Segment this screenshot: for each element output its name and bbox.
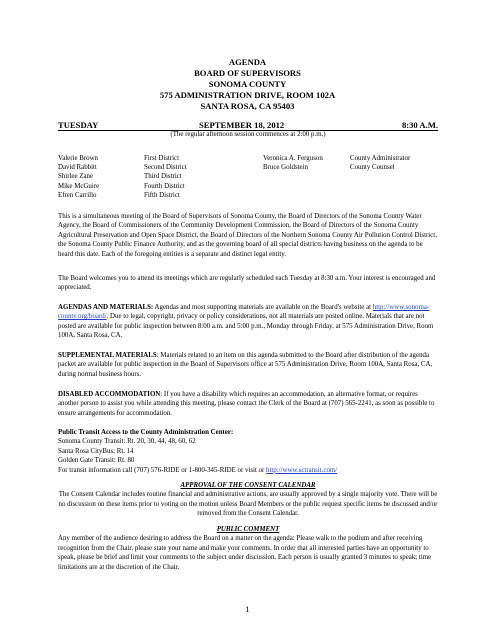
header-agenda: AGENDA	[228, 57, 267, 67]
supervisor-districts	[144, 154, 187, 200]
transit-line: Golden Gate Transit: Rt. 80	[58, 457, 135, 465]
header-county: SONOMA COUNTY	[208, 79, 287, 89]
public-comment-text: Any member of the audience desiring to address the Board on a matter on the agenda: Please walk to the podium and after receiving recognition from the Chair, please state your name and make your comments. In order that all interested parties have an opportunity to speak, please be brief and limit your comments to the subject under discussion. Each person is usually granted 3 minutes to speak; time limitations are at the discretion of the Chair.	[58, 535, 432, 571]
transit-label: Public Transit Access to the County Administration Center:	[58, 429, 234, 436]
meeting-date: SEPTEMBER 18, 2012	[199, 120, 285, 130]
officer-name: Bruce Goldstein	[263, 164, 308, 172]
welcome-paragraph: The Board welcomes you to attend its meetings which are regularly scheduled each Tuesday at 8:30 a.m. Your interest is encouraged and appreciated.	[58, 275, 436, 292]
supervisor-name: Efren Carrillo	[58, 191, 97, 199]
supervisor-district: First District	[144, 155, 180, 162]
page-number: 1	[245, 604, 250, 614]
consent-title: APPROVAL OF THE CONSENT CALENDAR	[180, 482, 316, 489]
supervisor-name: Valerie Brown	[58, 155, 98, 162]
meeting-time: 8:30 A.M.	[401, 120, 438, 130]
session-note: (The regular afternoon session commences at 2:00 p.m.)	[170, 131, 326, 138]
supervisor-district: Fifth District	[144, 191, 180, 199]
supervisor-name: Mike McGuire	[58, 182, 100, 190]
disabled-text: : If you have a disability which requires an accommodation, an alternative format, or requires another person to assist you while attending this meeting, please contact the Clerk of the Board at (707) 565-2241, as soon as possible to ensure arrangements for accommodation.	[58, 391, 435, 417]
supplemental-label: SUPPLEMENTAL MATERIALS	[58, 352, 157, 359]
officer-title: County Administrator	[350, 155, 411, 162]
supervisor-name: Shirlee Zane	[58, 173, 94, 181]
agenda-materials-text-cont: . Due to legal, copyright, privacy or policy considerations, not all materials are posted online. Materials that are not posted are available for public inspection between 8:00 a.m. and 5:00 p.m., Monday through Friday, at 575 Administration Drive, Room 100A, Santa Rosa, CA.	[58, 313, 434, 340]
officer-name: Veronica A. Ferguson	[263, 155, 323, 162]
transit-section	[58, 428, 438, 475]
board-website-link[interactable]: http://www.sonoma-county.org/board/	[58, 304, 430, 321]
disabled-label: DISABLED ACCOMMODATION	[58, 391, 161, 398]
supplemental-text: : Materials related to an item on this agenda submitted to the Board after distribution of the agenda packet are available for public inspection in the Board of Supervisors office at 575 Administration Drive, Room 100A, Santa Rosa, CA, during normal business hours.	[58, 352, 433, 378]
transit-website-link[interactable]: http://www.sctransit.com/	[266, 466, 338, 474]
consent-text: The Consent Calendar includes routine financial and administrative actions, are usually approved by a single majority vote. There will be no discussion on these items prior to voting on the motion unless Board Members or the public request specific items be discussed and/or removed from the Consent Calendar.	[58, 491, 438, 518]
supervisor-district: Third District	[144, 173, 182, 181]
officer-title: County Counsel	[350, 164, 395, 172]
transit-info-line: For transit information call (707) 576-RIDE or 1-800-345-RIDE or visit or http://www.sctransit.com/	[58, 466, 338, 474]
public-comment-section	[58, 525, 438, 572]
disabled-paragraph	[58, 390, 438, 418]
officer-titles	[350, 154, 410, 172]
header-city: SANTA ROSA, CA 95403	[200, 101, 295, 111]
supervisor-district: Fourth District	[144, 182, 185, 190]
transit-line: Santa Rosa CityBus: Rt. 14	[58, 447, 134, 455]
supervisor-district: Second District	[144, 164, 187, 172]
agenda-materials-text: Agendas and most supporting materials are available on the Board's website at	[153, 304, 373, 311]
header-address: 575 ADMINISTRATION DRIVE, ROOM 102A	[159, 90, 336, 100]
public-comment-title: PUBLIC COMMENT	[216, 526, 280, 533]
header-board: BOARD OF SUPERVISORS	[194, 68, 301, 78]
transit-line: Sonoma County Transit: Rt. 20, 30, 44, 48, 60, 62	[58, 438, 196, 446]
supervisor-names	[58, 154, 99, 200]
meeting-day: TUESDAY	[58, 120, 99, 130]
officer-names	[263, 154, 323, 172]
consent-section	[58, 481, 438, 519]
intro-paragraph: This is a simultaneous meeting of the Board of Supervisors of Sonoma County, the Board of Directors of the Sonoma County Water Agency, the Board of Commissioners of the Community Development Commission, the Board of Directors of the Sonoma County Agricultural Preservation and Open Space District, the Board of Directors of the Northern Sonoma County Air Pollution Control District, the Sonoma County Public Finance Authority, and as the governing board of all special districts having business on the agenda to be heard this date. Each of the foregoing entities is a separate and distinct legal entity.	[58, 213, 437, 258]
agenda-materials-paragraph	[58, 303, 438, 341]
supervisor-name: David Rabbitt	[58, 164, 97, 172]
supplemental-paragraph	[58, 351, 438, 379]
agenda-materials-label: AGENDAS AND MATERIALS:	[58, 304, 154, 311]
